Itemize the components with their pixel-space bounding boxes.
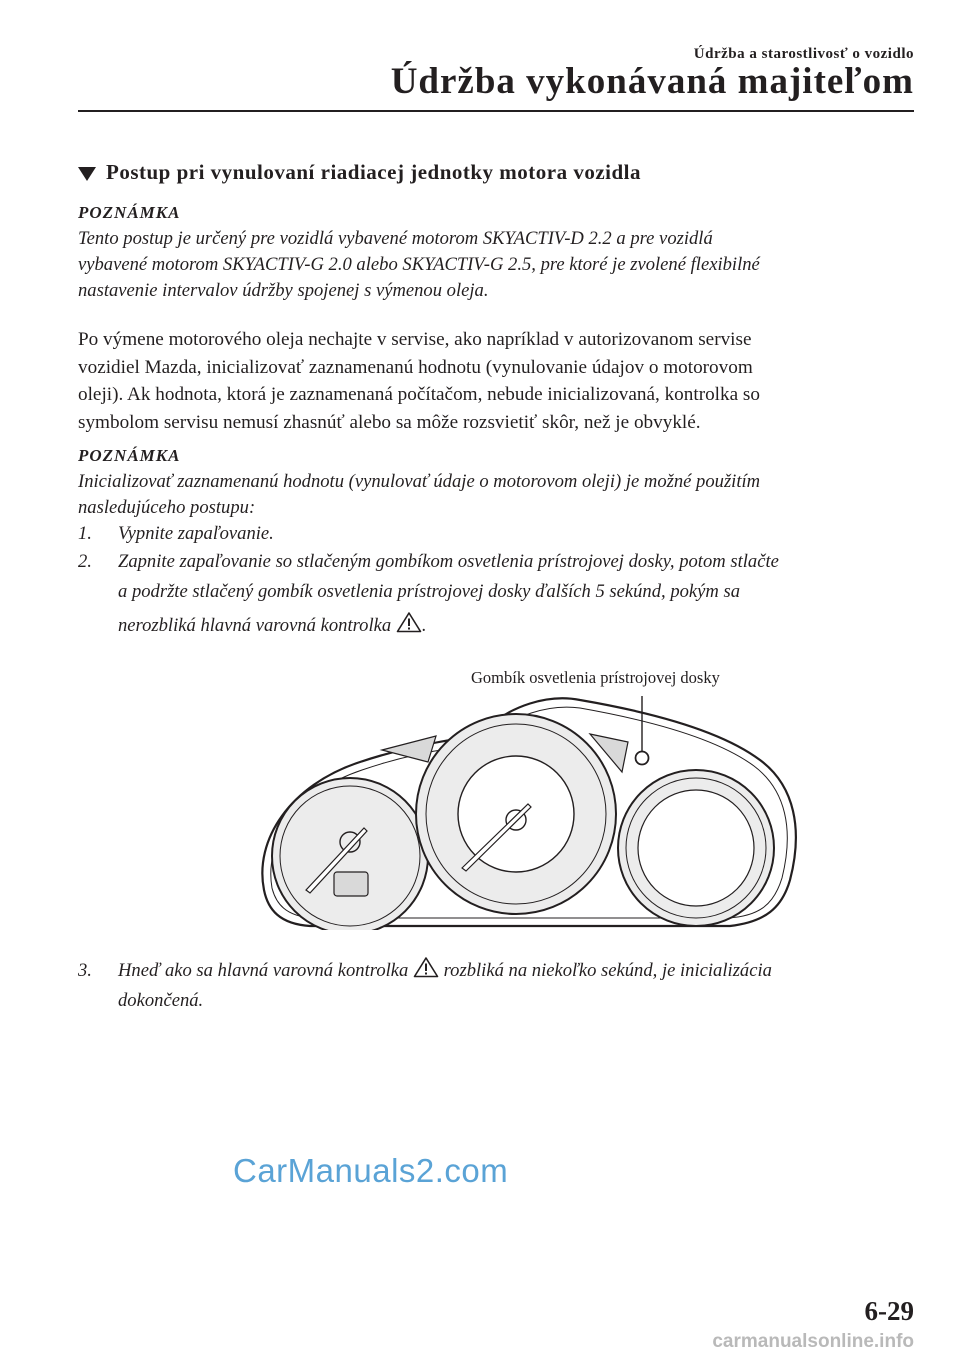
body-paragraph <box>78 326 918 436</box>
step-1 <box>78 521 918 547</box>
illumination-knob <box>636 752 649 765</box>
step-text: Vypnite zapaľovanie. <box>118 523 274 544</box>
step-line: rozbliká na niekoľko sekúnd, je inicializácia <box>443 960 772 981</box>
chapter-title: Údržba vykonávaná majiteľom <box>390 61 914 102</box>
watermark: CarManuals2.com <box>233 1152 509 1189</box>
step-line-with-icon <box>118 956 918 986</box>
right-gauge-display <box>638 790 754 906</box>
paragraph-line: Po výmene motorového oleja nechajte v servise, ako napríklad v autorizovanom servise <box>78 329 752 350</box>
step-line: nerozbliká hlavná varovná kontrolka <box>118 615 392 636</box>
left-gauge-display <box>334 872 368 896</box>
note-text <box>78 469 918 521</box>
step-line-with-icon <box>118 611 918 641</box>
step-3-item <box>78 956 918 1016</box>
note-label: POZNÁMKA <box>78 446 181 465</box>
note-line: nastavenie intervalov údržby spojenej s výmenou oleja. <box>78 280 489 301</box>
step-line: a podržte stlačený gombík osvetlenia prístrojovej dosky ďalších 5 sekúnd, pokým sa <box>118 581 741 602</box>
section-heading-text: Postup pri vynulovaní riadiacej jednotky motora vozidla <box>106 160 642 184</box>
left-gauge <box>272 778 428 930</box>
note-text <box>78 226 918 304</box>
paragraph-line: symbolom servisu nemusí zhasnúť alebo sa môže rozsvietiť skôr, než je obvyklé. <box>78 411 701 433</box>
instrument-cluster-illustration <box>250 690 810 930</box>
step-suffix: . <box>421 615 427 636</box>
note-line: nasledujúceho postupu: <box>78 497 256 518</box>
running-head: Údržba a starostlivosť o vozidlo <box>693 46 914 62</box>
step-number: 2. <box>78 551 92 572</box>
step-line: Hneď ako sa hlavná varovná kontrolka <box>118 960 409 981</box>
step-line: Zapnite zapaľovanie so stlačeným gombíkom osvetlenia prístrojovej dosky, potom stlačte <box>118 551 779 572</box>
warning-triangle-icon <box>396 611 422 633</box>
page-number: 6-29 <box>864 1296 914 1326</box>
left-indicator-panel <box>382 736 436 762</box>
paragraph-line: vozidiel Mazda, inicializovať zaznamenanú hodnotu (vynulovanie údajov o motorovom <box>78 356 753 378</box>
warning-triangle-icon <box>413 956 439 978</box>
note-line: Tento postup je určený pre vozidlá vybavené motorom SKYACTIV-D 2.2 a pre vozidlá <box>78 228 713 249</box>
header-rule <box>78 110 914 112</box>
step-line: dokončená. <box>118 990 204 1011</box>
note-line: Inicializovať zaznamenanú hodnotu (vynulovať údaje o motorovom oleji) je možné použitím <box>78 471 761 492</box>
site-url: carmanualsonline.info <box>712 1331 914 1352</box>
triangle-down-icon <box>78 167 96 181</box>
figure-callout-label: Gombík osvetlenia prístrojovej dosky <box>471 668 720 687</box>
note-1 <box>78 203 918 304</box>
paragraph-line: oleji). Ak hodnota, ktorá je zaznamenaná počítačom, nebude inicializovaná, kontrolka so <box>78 384 760 405</box>
step-2 <box>78 547 918 641</box>
note-line: vybavené motorom SKYACTIV-G 2.0 alebo SKYACTIV-G 2.5, pre ktoré je zvolené flexibilné <box>78 254 760 275</box>
note-2 <box>78 446 918 641</box>
step-3 <box>78 956 918 1016</box>
note-label: POZNÁMKA <box>78 203 181 222</box>
step-list <box>78 521 918 641</box>
section-heading <box>78 160 641 185</box>
step-number: 3. <box>78 960 92 981</box>
step-number: 1. <box>78 523 92 544</box>
